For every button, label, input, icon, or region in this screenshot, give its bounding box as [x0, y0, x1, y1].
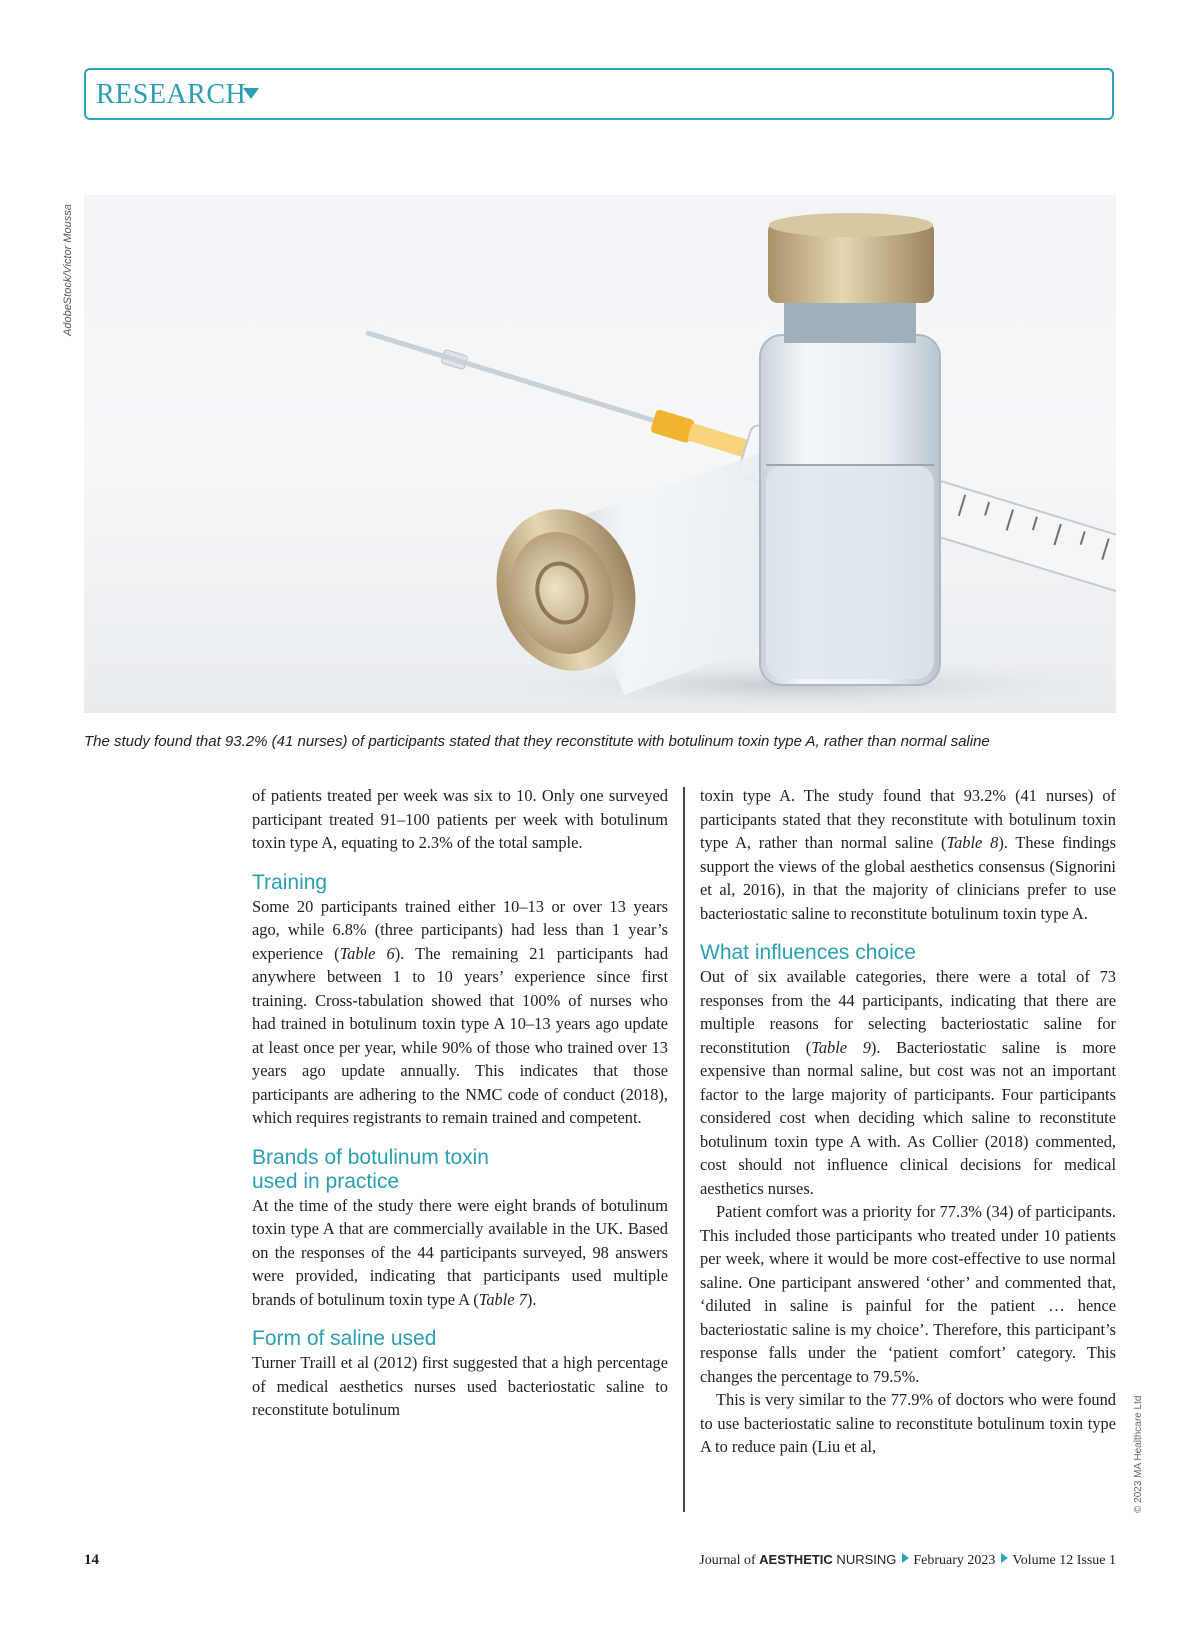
article-photo: [84, 195, 1116, 713]
paragraph: of patients treated per week was six to 10. Only one surveyed participant treated 91–100 patients per week with botulinum toxin type A, equating to 2.3% of the total sample.: [252, 786, 668, 852]
journal-prefix: Journal of: [699, 1553, 760, 1568]
section-header-bar: [84, 68, 1114, 120]
subheading-what-influences-choice: What influences choice: [700, 941, 916, 964]
paragraph: At the time of the study there were eight brands of botulinum toxin type A that are commercially available in the UK. Based on the responses of the 44 participants surveyed, 98 answers were provided, indicating that participants used multiple brands of botulinum toxin type A (Table 7).: [252, 1195, 668, 1309]
journal-brand: AESTHETIC: [759, 1552, 833, 1567]
article-column-left: [252, 784, 668, 1422]
triangle-right-icon: [1001, 1553, 1008, 1563]
volume-issue: Volume 12 Issue 1: [1012, 1553, 1116, 1568]
paragraph: Some 20 participants trained either 10–13 or over 13 years ago, while 6.8% (three participants) had less than 1 year’s experience (Table 6). The remaining 21 participants had anywhere between 1 to 10 years’ experience since first training. Cross-tabulation showed that 100% of nurses who had trained in botulinum toxin type A 10–13 years ago update at least once per year, while 90% of those who trained over 13 years ago update annually. This indicates that those participants are adhering to the NMC code of conduct (2018), which requires registrants to remain trained and competent.: [252, 896, 669, 1127]
article-column-right: [700, 784, 1116, 1459]
journal-suffix: NURSING: [832, 1552, 897, 1567]
page-number: 14: [84, 1552, 99, 1568]
triangle-right-icon: [902, 1553, 909, 1563]
issue-date: February 2023: [913, 1553, 996, 1568]
paragraph: This is very similar to the 77.9% of doctors who were found to use bacteriostatic saline to reconstitute botulinum toxin type A to reduce pain (Liu et al,: [700, 1390, 1116, 1456]
paragraph: Turner Traill et al (2012) first suggested that a high percentage of medical aesthetics nurses used bacteriostatic saline to reconstitute botulinum: [252, 1353, 668, 1419]
journal-footer: [699, 1552, 1116, 1569]
vials-and-syringe-illustration: [84, 195, 1116, 713]
subheading-training: Training: [252, 870, 328, 894]
standing-vial: [760, 213, 940, 685]
column-divider: [683, 787, 685, 1512]
copyright-notice: © 2023 MA Healthcare Ltd: [1133, 1395, 1144, 1513]
subheading-brands: Brands of botulinum toxin used in practice: [252, 1145, 489, 1193]
caret-down-icon: [243, 88, 259, 99]
paragraph: toxin type A. The study found that 93.2% (41 nurses) of participants stated that they reconstitute with botulinum toxin type A, rather than normal saline (Table 8). These findings support the views of the global aesthetics consensus (Signorini et al, 2016), in that the majority of clinicians prefer to use bacteriostatic saline to reconstitute botulinum toxin type A.: [700, 786, 1116, 923]
photo-credit: AdobeStock/Victor Moussa: [62, 204, 74, 336]
section-label: RESEARCH: [96, 79, 247, 110]
table-reference: Table 8: [946, 833, 999, 852]
table-reference: Table 7: [478, 1289, 527, 1309]
paragraph: Out of six available categories, there were a total of 73 responses from the 44 participants, indicating that there are multiple reasons for selecting bacteriostatic saline for reconstitution (Table 9). Bacteriostatic saline is more expensive than normal saline, but cost was not an important factor to the large majority of participants. Four participants considered cost when deciding which saline to reconstitute botulinum toxin type A with. As Collier (2018) commented, cost should not influence clinical decisions for medical aesthetics nurses.: [700, 967, 1116, 1198]
photo-caption: The study found that 93.2% (41 nurses) of participants stated that they reconstitute with botulinum toxin type A, rather than normal saline: [84, 733, 990, 750]
table-reference: Table 9: [811, 1037, 871, 1057]
table-reference: Table 6: [339, 943, 395, 963]
subheading-saline-form: Form of saline used: [252, 1327, 437, 1350]
paragraph: Patient comfort was a priority for 77.3% (34) of participants. This included those participants who treated under 10 patients per week, where it would be more cost-effective to use normal saline. One participant answered ‘other’ and commented that, ‘diluted in saline is painful for the patient … hence bacteriostatic saline is my choice’. Therefore, this participant’s response falls under the ‘patient comfort’ category. This changes the percentage to 79.5%.: [700, 1202, 1116, 1386]
